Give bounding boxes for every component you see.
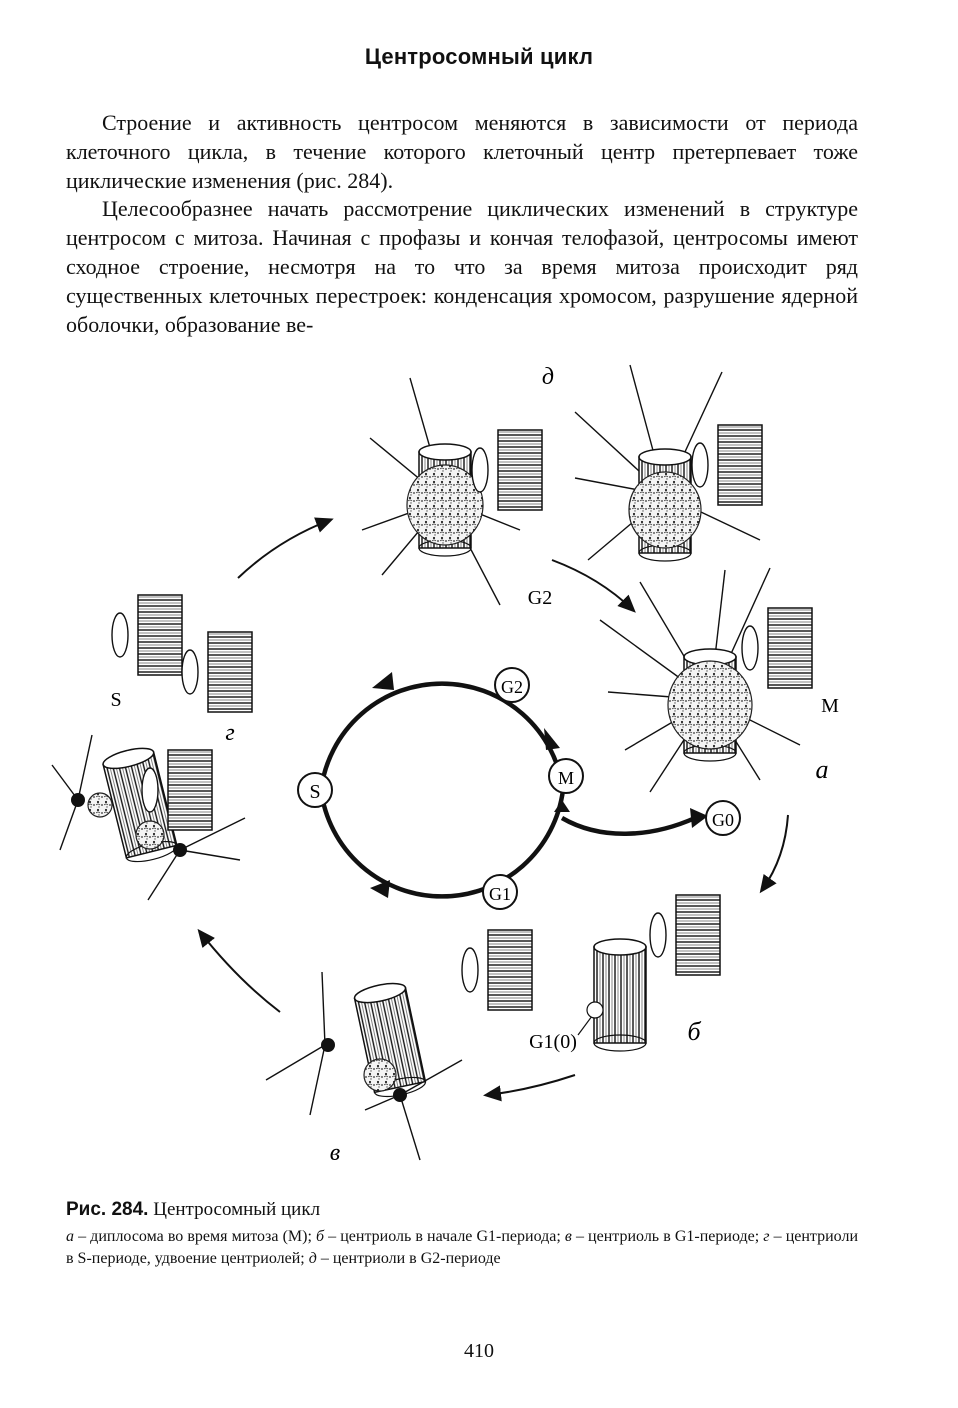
panel-letter-b: б <box>687 1017 701 1046</box>
caption-letter-a: а <box>66 1228 74 1245</box>
figure-caption-title <box>66 1199 320 1221</box>
caption-text-g: – центриоли в S-периоде, удвоение центриолей; <box>66 1228 859 1267</box>
panel-letter-g: г <box>225 720 235 746</box>
svg-text:M: M <box>557 768 575 788</box>
page-number: 410 <box>464 1340 494 1362</box>
figure-title: Центросомный цикл <box>153 1199 321 1220</box>
caption-letter-g: г <box>763 1228 770 1245</box>
cycle-node-m <box>549 759 583 793</box>
figure-caption-body <box>66 1226 858 1270</box>
phase-label-m: M <box>821 695 839 717</box>
cycle-node-g2 <box>495 668 529 702</box>
page-heading: Центросомный цикл <box>364 44 594 69</box>
caption-text-a: – диплосома во время митоза (M); <box>74 1228 316 1245</box>
arrow-s-to-g2 <box>372 672 394 690</box>
phase-label-s: S <box>110 689 122 711</box>
cycle-node-g1 <box>483 875 517 909</box>
arrow-g2-to-m <box>544 728 560 750</box>
svg-text:G2: G2 <box>501 677 523 697</box>
centrosome-panel-a <box>600 568 812 792</box>
arrow-g1-to-s <box>370 880 390 898</box>
cycle-node-g0 <box>706 801 740 835</box>
centrosome-panel-d-left <box>362 378 542 605</box>
figure-label: Рис. 284. <box>66 1199 149 1220</box>
svg-text:S: S <box>309 781 321 803</box>
centrosome-panel-d-right <box>575 365 762 561</box>
centrosome-cycle-figure <box>0 360 958 1190</box>
arrow-m-down <box>554 800 570 812</box>
phase-label-g1-0: G1(0) <box>529 1031 577 1053</box>
svg-text:G0: G0 <box>712 810 734 830</box>
paragraph-1: Строение и активность центросом меняются в зависимости от периода клеточного цикла, в течение которого клеточный центр претерпевает тоже циклические изменения (рис. 284). <box>66 110 858 193</box>
caption-text-b: – центриоль в начале G1-периода; <box>324 1228 565 1245</box>
panel-letter-d: д <box>541 364 555 390</box>
caption-letter-v: в <box>564 1228 572 1245</box>
paragraph-2: Целесообразнее начать рассмотрение циклических изменений в структуре центросом с митоза. Начиная с профазы и кончая телофазой, центросомы имеют сходное строение, несмотря на то что за время митоза происходит ряд существенных клеточных перестроек: конденсация хромосом, разрушение ядерной оболочки, образование ве- <box>66 196 858 337</box>
caption-letter-d: д <box>308 1250 317 1267</box>
svg-text:G1: G1 <box>489 884 511 904</box>
centrosome-panel-g-top <box>112 595 252 712</box>
caption-letter-b: б <box>316 1228 325 1245</box>
centrosome-panel-g-bottom <box>52 735 245 900</box>
panel-letter-v: в <box>329 1140 341 1166</box>
cycle-node-s <box>298 773 332 807</box>
panel-letter-a: а <box>815 755 829 784</box>
centrosome-panel-v <box>266 972 462 1160</box>
centrosome-panel-b <box>462 895 720 1051</box>
phase-label-g2: G2 <box>527 587 553 609</box>
caption-text-d: – центриоли в G2-периоде <box>316 1250 501 1267</box>
caption-text-v: – центриоль в G1-периоде; <box>571 1228 764 1245</box>
